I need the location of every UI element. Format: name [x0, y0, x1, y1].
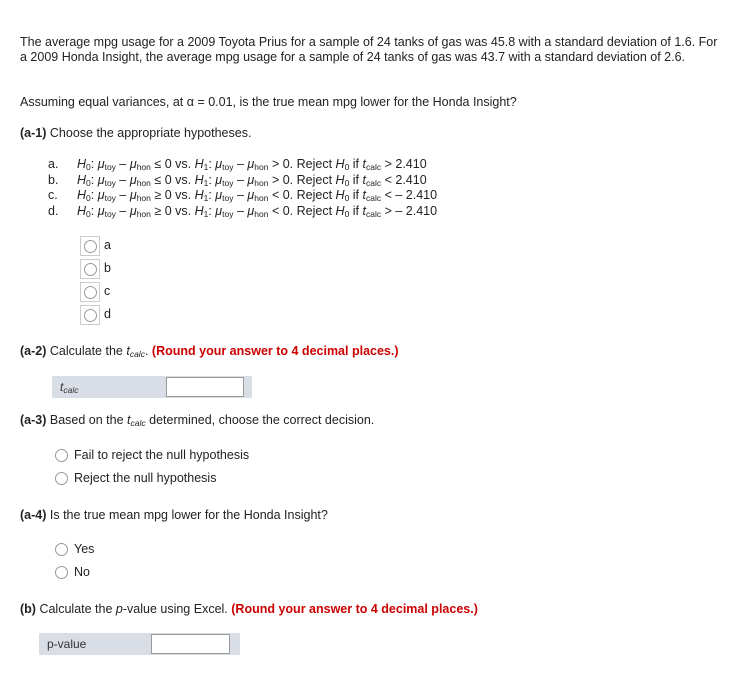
a2-tcalc: $t_{calc}$ — [126, 344, 145, 359]
radio-fail-to-reject[interactable] — [55, 449, 68, 462]
b-prompt: (b) Calculate the p-value using Excel. (Round your answer to 4 decimal places.) — [20, 602, 478, 616]
a2-round-note: (Round your answer to 4 decimal places.) — [151, 344, 399, 358]
tcalc-label: $t_{calc}$ — [60, 380, 79, 395]
a3-option-reject[interactable] — [55, 469, 216, 487]
a4-option-label: Yes — [74, 542, 95, 556]
a3-option-label: Fail to reject the null hypothesis — [74, 448, 250, 462]
hypothesis-list — [48, 157, 437, 219]
hypothesis-letter: b. — [48, 172, 59, 187]
hypothesis-row: a. $H_0$: $\mu_{toy} - \mu_{hon} \le 0$ vs. $H_1$: $\mu_{toy} - \mu_{hon} > 0$. Reject $H_0$ if $t_{calc} > 2.410$ — [48, 157, 427, 172]
a1-tag: (a-1) — [20, 126, 47, 140]
a3-tcalc: $t_{calc}$ — [127, 413, 146, 428]
b-tag: (b) — [20, 602, 36, 616]
a4-option-no[interactable] — [55, 563, 90, 581]
radio-reject[interactable] — [55, 472, 68, 485]
hypothesis-letter: a. — [48, 157, 59, 171]
radio-yes[interactable] — [55, 543, 68, 556]
a2-prompt: (a-2) Calculate the $t_{calc}$. (Round your answer to 4 decimal places.) — [20, 344, 399, 359]
a4-tag: (a-4) — [20, 508, 47, 522]
a3-prompt: (a-3) Based on the $t_{calc}$ determined, choose the correct decision. — [20, 413, 375, 428]
a2-prompt-text: Calculate the — [49, 344, 123, 358]
hypothesis-row: c. $H_0$: $\mu_{toy} - \mu_{hon} \ge 0$ vs. $H_1$: $\mu_{toy} - \mu_{hon} < 0$. Reject $H_0$ if $t_{calc}$ < – 2.410 — [48, 188, 438, 203]
radio-a[interactable] — [84, 240, 97, 253]
a1-option-d[interactable] — [80, 305, 100, 325]
a3-option-fail[interactable] — [55, 446, 249, 464]
a1-option-label: d — [104, 307, 111, 321]
a2-tag: (a-2) — [20, 344, 47, 358]
a1-option-b[interactable] — [80, 259, 100, 279]
a1-option-label: a — [104, 238, 111, 252]
b-round-note: (Round your answer to 4 decimal places.) — [231, 602, 478, 616]
problem-intro: The average mpg usage for a 2009 Toyota Prius for a sample of 24 tanks of gas was 45.8 with a standard deviation of 1.6. For a 2009 Honda Insight, the average mpg usage for a sample of 24 tanks of gas was 43.7 with a standard deviation of 2.6. — [20, 35, 718, 64]
a1-prompt — [20, 126, 720, 141]
a1-prompt-text: Choose the appropriate hypotheses. — [49, 126, 252, 140]
tcalc-answer-row — [52, 376, 252, 398]
tcalc-input[interactable] — [166, 377, 244, 397]
hypothesis-row: d. $H_0$: $\mu_{toy} - \mu_{hon} \ge 0$ vs. $H_1$: $\mu_{toy} - \mu_{hon} < 0$. Reject $H_0$ if $t_{calc}$ > – 2.410 — [48, 203, 438, 219]
pvalue-answer-row — [39, 633, 240, 655]
radio-no[interactable] — [55, 566, 68, 579]
hypothesis-letter: d. — [48, 203, 59, 218]
a4-prompt: (a-4) Is the true mean mpg lower for the Honda Insight? — [20, 508, 328, 522]
radio-d[interactable] — [84, 309, 97, 322]
radio-c[interactable] — [84, 286, 97, 299]
a3-option-label: Reject the null hypothesis — [74, 471, 217, 485]
pvalue-input[interactable] — [151, 634, 230, 654]
radio-b[interactable] — [84, 263, 97, 276]
problem-question: Assuming equal variances, at α = 0.01, is the true mean mpg lower for the Honda Insight? — [20, 95, 517, 109]
a4-option-label: No — [74, 565, 90, 579]
a1-option-a[interactable] — [80, 236, 100, 256]
pvalue-label: p-value — [47, 637, 87, 651]
a1-option-c[interactable] — [80, 282, 100, 302]
hypothesis-letter: c. — [48, 188, 58, 202]
a1-option-label: c — [104, 284, 111, 298]
a1-option-label: b — [104, 261, 111, 275]
a4-option-yes[interactable] — [55, 540, 94, 558]
a3-tag: (a-3) — [20, 413, 47, 427]
hypothesis-row: b. $H_0$: $\mu_{toy} - \mu_{hon} \le 0$ vs. $H_1$: $\mu_{toy} - \mu_{hon} > 0$. Reject $H_0$ if $t_{calc} < 2.410$ — [48, 172, 427, 188]
